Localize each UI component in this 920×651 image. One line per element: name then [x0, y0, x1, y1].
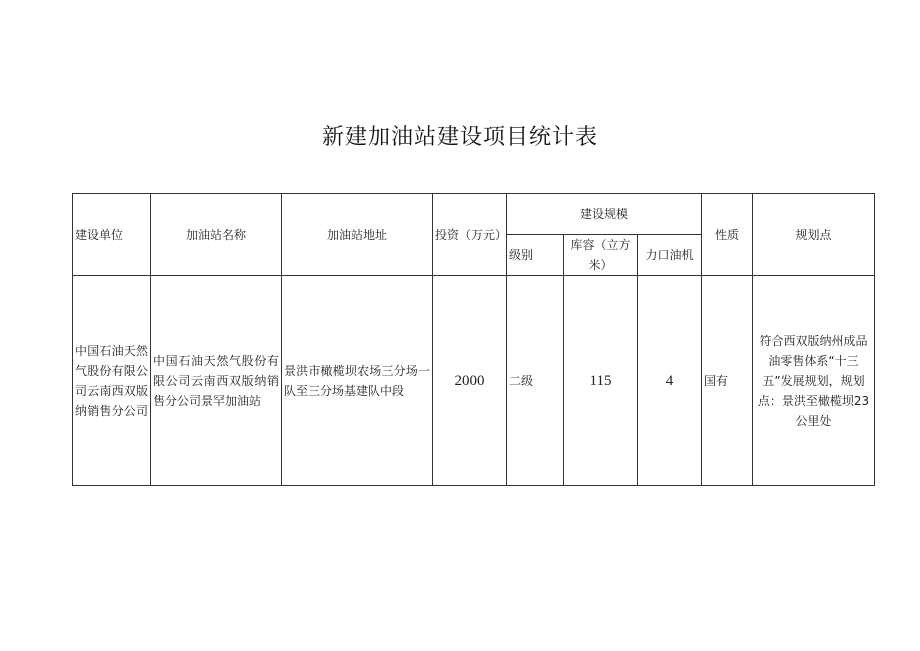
header-plan-point: 规划点 — [753, 194, 875, 276]
header-investment: 投资（万元） — [433, 194, 507, 276]
header-scale: 建设规模 — [507, 194, 702, 235]
header-unit: 建设单位 — [73, 194, 151, 276]
header-capacity: 库容（立方米） — [564, 235, 638, 276]
header-grade: 级别 — [507, 235, 564, 276]
project-statistics-table — [72, 193, 875, 486]
cell-station-name: 中国石油天然气股份有限公司云南西双版纳销售分公司景罕加油站 — [151, 276, 282, 486]
cell-dispensers: 4 — [638, 276, 702, 486]
cell-grade: 二级 — [507, 276, 564, 486]
header-row-top — [73, 194, 875, 235]
cell-unit: 中国石油天然气股份有限公司云南西双版纳销售分公司 — [73, 276, 151, 486]
header-address: 加油站地址 — [282, 194, 433, 276]
cell-investment: 2000 — [433, 276, 507, 486]
cell-plan-point: 符合西双版纳州成品油零售体系“十三五”发展规划，规划点：景洪至橄榄坝23公里处 — [753, 276, 875, 486]
cell-capacity: 115 — [564, 276, 638, 486]
header-station-name: 加油站名称 — [151, 194, 282, 276]
header-dispensers: 力口油机 — [638, 235, 702, 276]
table-row — [73, 276, 875, 486]
header-nature: 性质 — [702, 194, 753, 276]
cell-address: 景洪市橄榄坝农场三分场一队至三分场基建队中段 — [282, 276, 433, 486]
page-title: 新建加油站建设项目统计表 — [321, 125, 598, 150]
cell-nature: 国有 — [702, 276, 753, 486]
